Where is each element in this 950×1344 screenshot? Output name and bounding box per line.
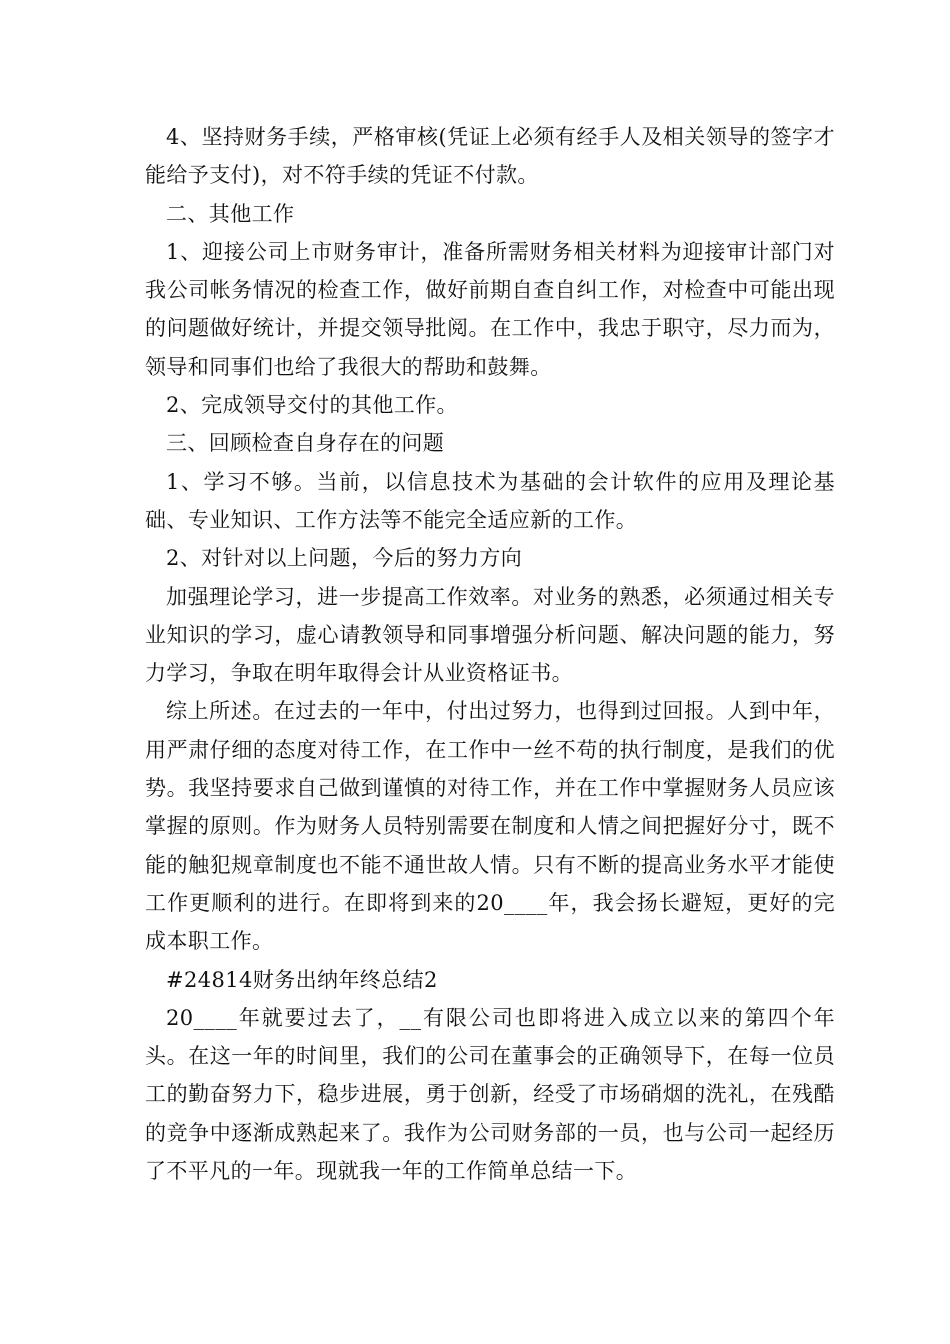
paragraph-item-2-direction: 2、对针对以上问题，今后的努力方向	[166, 546, 523, 571]
article-heading-summary-2: #24814财务出纳年终总结2	[166, 967, 438, 992]
section-heading-other-work: 二、其他工作	[166, 201, 295, 226]
paragraph-item-2-other-tasks: 2、完成领导交付的其他工作。	[166, 393, 458, 418]
section-heading-review-problems: 三、回顾检查自身存在的问题	[166, 431, 445, 456]
paragraph-item-1-ipo-audit: 1、迎接公司上市财务审计，准备所需财务相关材料为迎接审计部门对我公司帐务情况的检查工作，做好前期自查自纠工作，对检查中可能出现的问题做好统计，并提交领导批阅。在工作中，我忠于职守，尽力而为，领导和同事们也给了我很大的帮助和鼓舞。	[145, 239, 835, 379]
paragraph-summary-2-intro: 20____年就要过去了，__有限公司也即将进入成立以来的第四个年头。在这一年的时间里，我们的公司在董事会的正确领导下，在每一位员工的勤奋努力下，稳步进展，勇于创新，经受了市场硝烟的洗礼，在残酷的竞争中逐渐成熟起来了。我作为公司财务部的一员，也与公司一起经历了不平凡的一年。现就我一年的工作简单总结一下。	[145, 1005, 835, 1184]
paragraph-item-1-insufficient-study: 1、学习不够。当前，以信息技术为基础的会计软件的应用及理论基础、专业知识、工作方法等不能完全适应新的工作。	[145, 469, 835, 532]
paragraph-strengthen-study: 加强理论学习，进一步提高工作效率。对业务的熟悉，必须通过相关专业知识的学习，虚心请教领导和同事增强分析问题、解决问题的能力，努力学习，争取在明年取得会计从业资格证书。	[145, 584, 835, 686]
document-body	[145, 118, 835, 1190]
paragraph-item-4-audit: 4、坚持财务手续，严格审核(凭证上必须有经手人及相关领导的签字才能给予支付)，对不符手续的凭证不付款。	[145, 125, 835, 188]
paragraph-conclusion: 综上所述。在过去的一年中，付出过努力，也得到过回报。人到中年，用严肃仔细的态度对待工作，在工作中一丝不苟的执行制度，是我们的优势。我坚持要求自己做到谨慎的对待工作，并在工作中掌握财务人员应该掌握的原则。作为财务人员特别需要在制度和人情之间把握好分寸，既不能的触犯规章制度也不能不通世故人情。只有不断的提高业务水平才能使工作更顺利的进行。在即将到来的20____年，我会扬长避短，更好的完成本职工作。	[145, 699, 835, 954]
